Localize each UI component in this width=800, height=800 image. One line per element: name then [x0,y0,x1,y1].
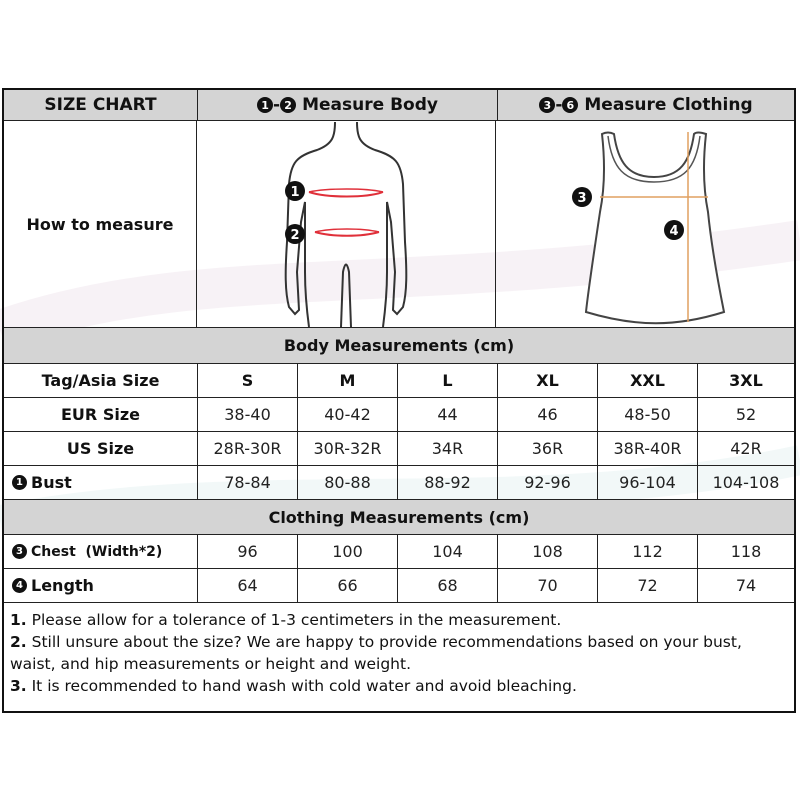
value-cell: 104-108 [712,473,780,492]
body-measurements-band [4,328,794,364]
value-cell: 46 [498,398,598,431]
table-row [4,535,794,569]
note-number: 1. [10,611,27,629]
value-cell: 66 [298,569,398,602]
value-cell: 30R-32R [298,432,398,465]
value-cell: 48-50 [598,398,698,431]
table-row [4,466,794,500]
value-cell: 88-92 [398,466,498,499]
bust-line [309,192,383,197]
body-marker-2: 2 [290,227,300,243]
value-cell: 100 [298,535,398,568]
size-chart-title: SIZE CHART [4,90,198,120]
bust-label: Bust [31,473,72,492]
notes-row [4,603,794,711]
size-cell: XL [498,364,598,397]
note-item [10,675,788,697]
value-cell: 96 [198,535,298,568]
marker-3-icon: 3 [539,97,555,113]
row-label-bust [4,466,198,499]
value-cell: 38-40 [198,398,298,431]
note-text: Still unsure about the size? We are happy to provide recommendations based on your bust, waist, and hip measurements or height and weight. [10,633,742,673]
value-cell: 74 [735,576,757,595]
table-row [4,432,794,466]
value-cell: 36R [498,432,598,465]
value-cell: 112 [598,535,698,568]
note-item [10,609,788,631]
header-row [4,90,794,121]
value-cell: 38R-40R [598,432,698,465]
clothing-marker-4: 4 [669,223,679,239]
chest-label: Chest (Width*2) [31,543,163,560]
note-item [10,631,788,675]
measure-clothing-header [498,90,794,120]
clothing-marker-3: 3 [577,190,587,206]
note-number: 3. [10,677,27,695]
table-row [4,364,794,398]
range-separator: - [273,95,281,115]
value-cell: 68 [398,569,498,602]
value-cell: 108 [498,535,598,568]
value-cell: 52 [735,405,757,424]
row-label-chest [4,535,198,568]
body-marker-1: 1 [290,184,300,200]
marker-3-icon: 3 [12,544,27,559]
note-text: It is recommended to hand wash with cold water and avoid bleaching. [26,677,577,695]
range-separator: - [555,95,563,115]
value-cell: 28R-30R [198,432,298,465]
value-cell: 44 [398,398,498,431]
measure-body-header [198,90,498,120]
value-cell: 118 [730,542,762,561]
row-label-length [4,569,198,602]
value-cell: 92-96 [498,466,598,499]
body-outline-icon [197,122,495,327]
measure-clothing-label: Measure Clothing [584,95,753,115]
size-cell: M [298,364,398,397]
value-cell: 78-84 [198,466,298,499]
row-label: EUR Size [4,398,198,431]
value-cell: 34R [398,432,498,465]
waist-line [315,232,379,236]
table-row [4,569,794,603]
body-measurements-title: Body Measurements (cm) [4,328,794,363]
how-to-measure-label: How to measure [4,121,197,327]
value-cell: 42R [730,439,762,458]
body-figure [197,121,496,327]
table-row [4,398,794,432]
clothing-measurements-title: Clothing Measurements (cm) [4,500,794,534]
marker-1-icon: 1 [12,475,27,490]
size-cell: XXL [598,364,698,397]
value-cell: 96-104 [598,466,698,499]
tank-top-outline-icon [496,122,794,327]
clothing-measurements-band [4,500,794,535]
row-label: Tag/Asia Size [4,364,198,397]
marker-4-icon: 4 [12,578,27,593]
size-cell: L [398,364,498,397]
marker-2-icon: 2 [280,97,296,113]
size-chart-table [2,88,796,713]
notes [4,603,794,711]
value-cell: 104 [398,535,498,568]
value-cell: 64 [198,569,298,602]
how-to-measure-row [4,121,794,328]
marker-6-icon: 6 [562,97,578,113]
clothing-figure [496,121,794,327]
length-label: Length [31,576,94,595]
value-cell: 70 [498,569,598,602]
value-cell: 80-88 [298,466,398,499]
note-number: 2. [10,633,27,651]
note-text: Please allow for a tolerance of 1-3 centimeters in the measurement. [26,611,562,629]
size-cell: S [198,364,298,397]
size-cell: 3XL [729,371,763,390]
marker-1-icon: 1 [257,97,273,113]
value-cell: 72 [598,569,698,602]
value-cell: 40-42 [298,398,398,431]
measure-body-label: Measure Body [302,95,438,115]
row-label: US Size [4,432,198,465]
